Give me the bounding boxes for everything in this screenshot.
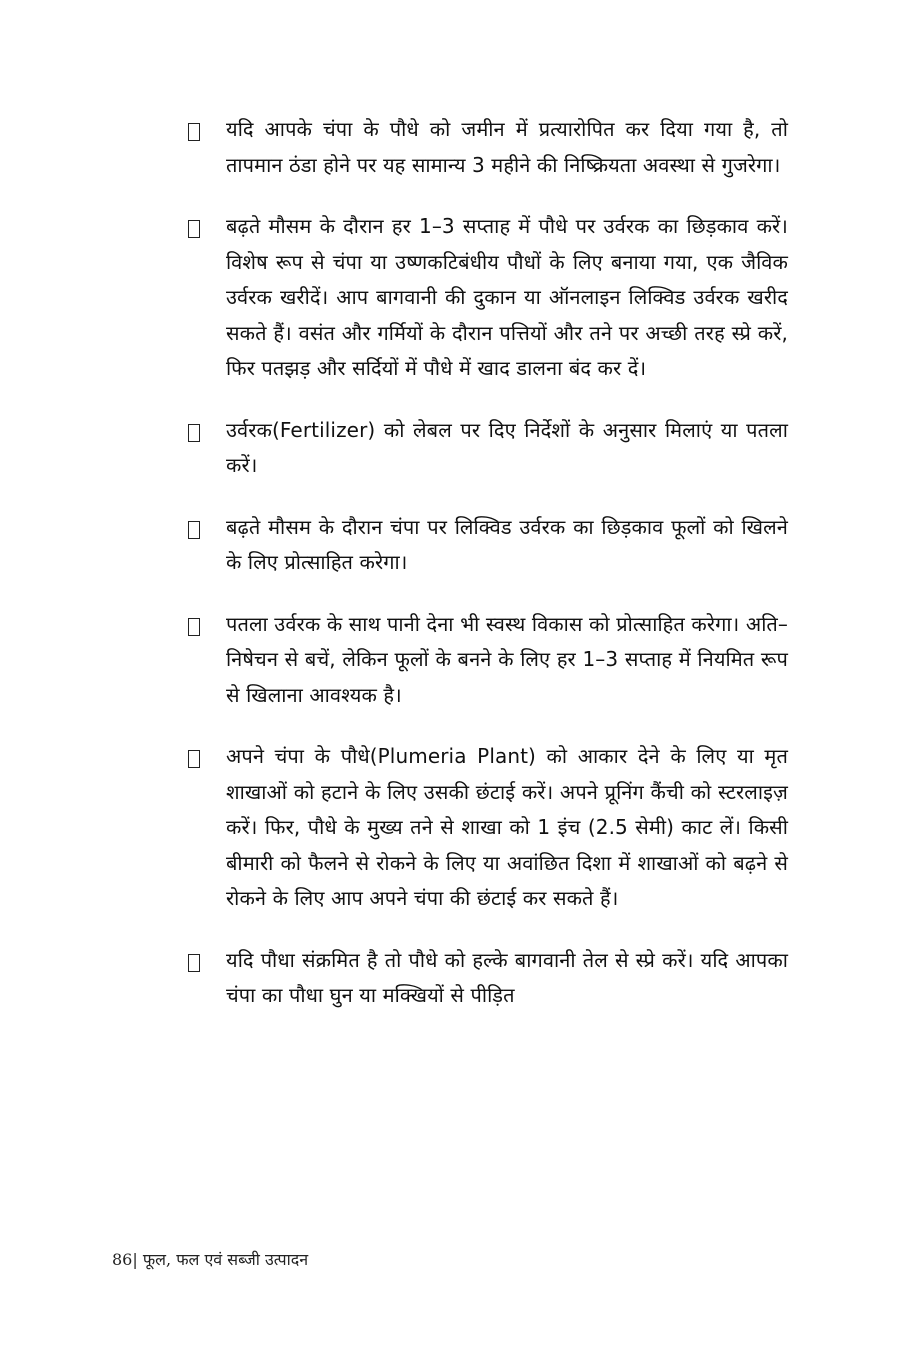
list-item <box>188 739 788 917</box>
footer-separator: | <box>132 1250 138 1269</box>
list-item-text: अपने चंपा के पौधे(Plumeria Plant) को आकार देने के लिए या मृत शाखाओं को हटाने के लिए उसकी छंटाई करें। अपने प्रूनिंग कैंची को स्टरलाइज़ करें। फिर, पौधे के मुख्य तने से शाखा को 1 इंच (2.5 सेमी) काट लें। किसी बीमारी को फैलने से रोकने के लिए या अवांछित दिशा में शाखाओं को बढ़ने से रोकने के लिए आप अपने चंपा की छंटाई कर सकते हैं। <box>226 744 788 910</box>
list-item <box>188 607 788 714</box>
list-item <box>188 112 788 183</box>
checkbox-bullet-icon <box>188 424 200 442</box>
list-item <box>188 510 788 581</box>
list-item-text: यदि आपके चंपा के पौधे को जमीन में प्रत्यारोपित कर दिया गया है, तो तापमान ठंडा होने पर यह सामान्य 3 महीने की निष्क्रियता अवस्था से गुजरेगा। <box>226 117 788 177</box>
list-item-text: बढ़ते मौसम के दौरान चंपा पर लिक्विड उर्वरक का छिड़काव फूलों को खिलने के लिए प्रोत्साहित करेगा। <box>226 514 788 574</box>
checkbox-bullet-icon <box>188 521 200 539</box>
list-item <box>188 413 788 484</box>
list-item-text: बढ़ते मौसम के दौरान हर 1–3 सप्ताह में पौधे पर उर्वरक का छिड़काव करें। विशेष रूप से चंपा या उष्णकटिबंधीय पौधों के लिए बनाया गया, एक जैविक उर्वरक खरीदें। आप बागवानी की दुकान या ऑनलाइन लिक्विड उर्वरक खरीद सकते हैं। वसंत और गर्मियों के दौरान पत्तियों और तने पर अच्छी तरह स्प्रे करें, फिर पतझड़ और सर्दियों में पौधे में खाद डालना बंद कर दें। <box>226 214 788 380</box>
checkbox-bullet-icon <box>188 750 200 768</box>
checkbox-bullet-icon <box>188 123 200 141</box>
checkbox-bullet-icon <box>188 954 200 972</box>
list-item-text: यदि पौधा संक्रमित है तो पौधे को हल्के बागवानी तेल से स्प्रे करें। यदि आपका चंपा का पौधा घुन या मक्खियों से पीड़ित <box>226 947 788 1007</box>
page-number: 86 <box>112 1250 133 1269</box>
checkbox-bullet-icon <box>188 618 200 636</box>
checkbox-bullet-icon <box>188 220 200 238</box>
list-item <box>188 943 788 1014</box>
list-item-text: उर्वरक(Fertilizer) को लेबल पर दिए निर्देशों के अनुसार मिलाएं या पतला करें। <box>226 417 788 477</box>
book-title: फूल, फल एवं सब्जी उत्पादन <box>137 1250 309 1269</box>
list-item <box>188 209 788 387</box>
page-footer <box>112 1248 308 1270</box>
list-item-text: पतला उर्वरक के साथ पानी देना भी स्वस्थ विकास को प्रोत्साहित करेगा। अति–निषेचन से बचें, लेकिन फूलों के बनने के लिए हर 1–3 सप्ताह में नियमित रूप से खिलाना आवश्यक है। <box>226 611 788 707</box>
page-body <box>188 112 788 1040</box>
